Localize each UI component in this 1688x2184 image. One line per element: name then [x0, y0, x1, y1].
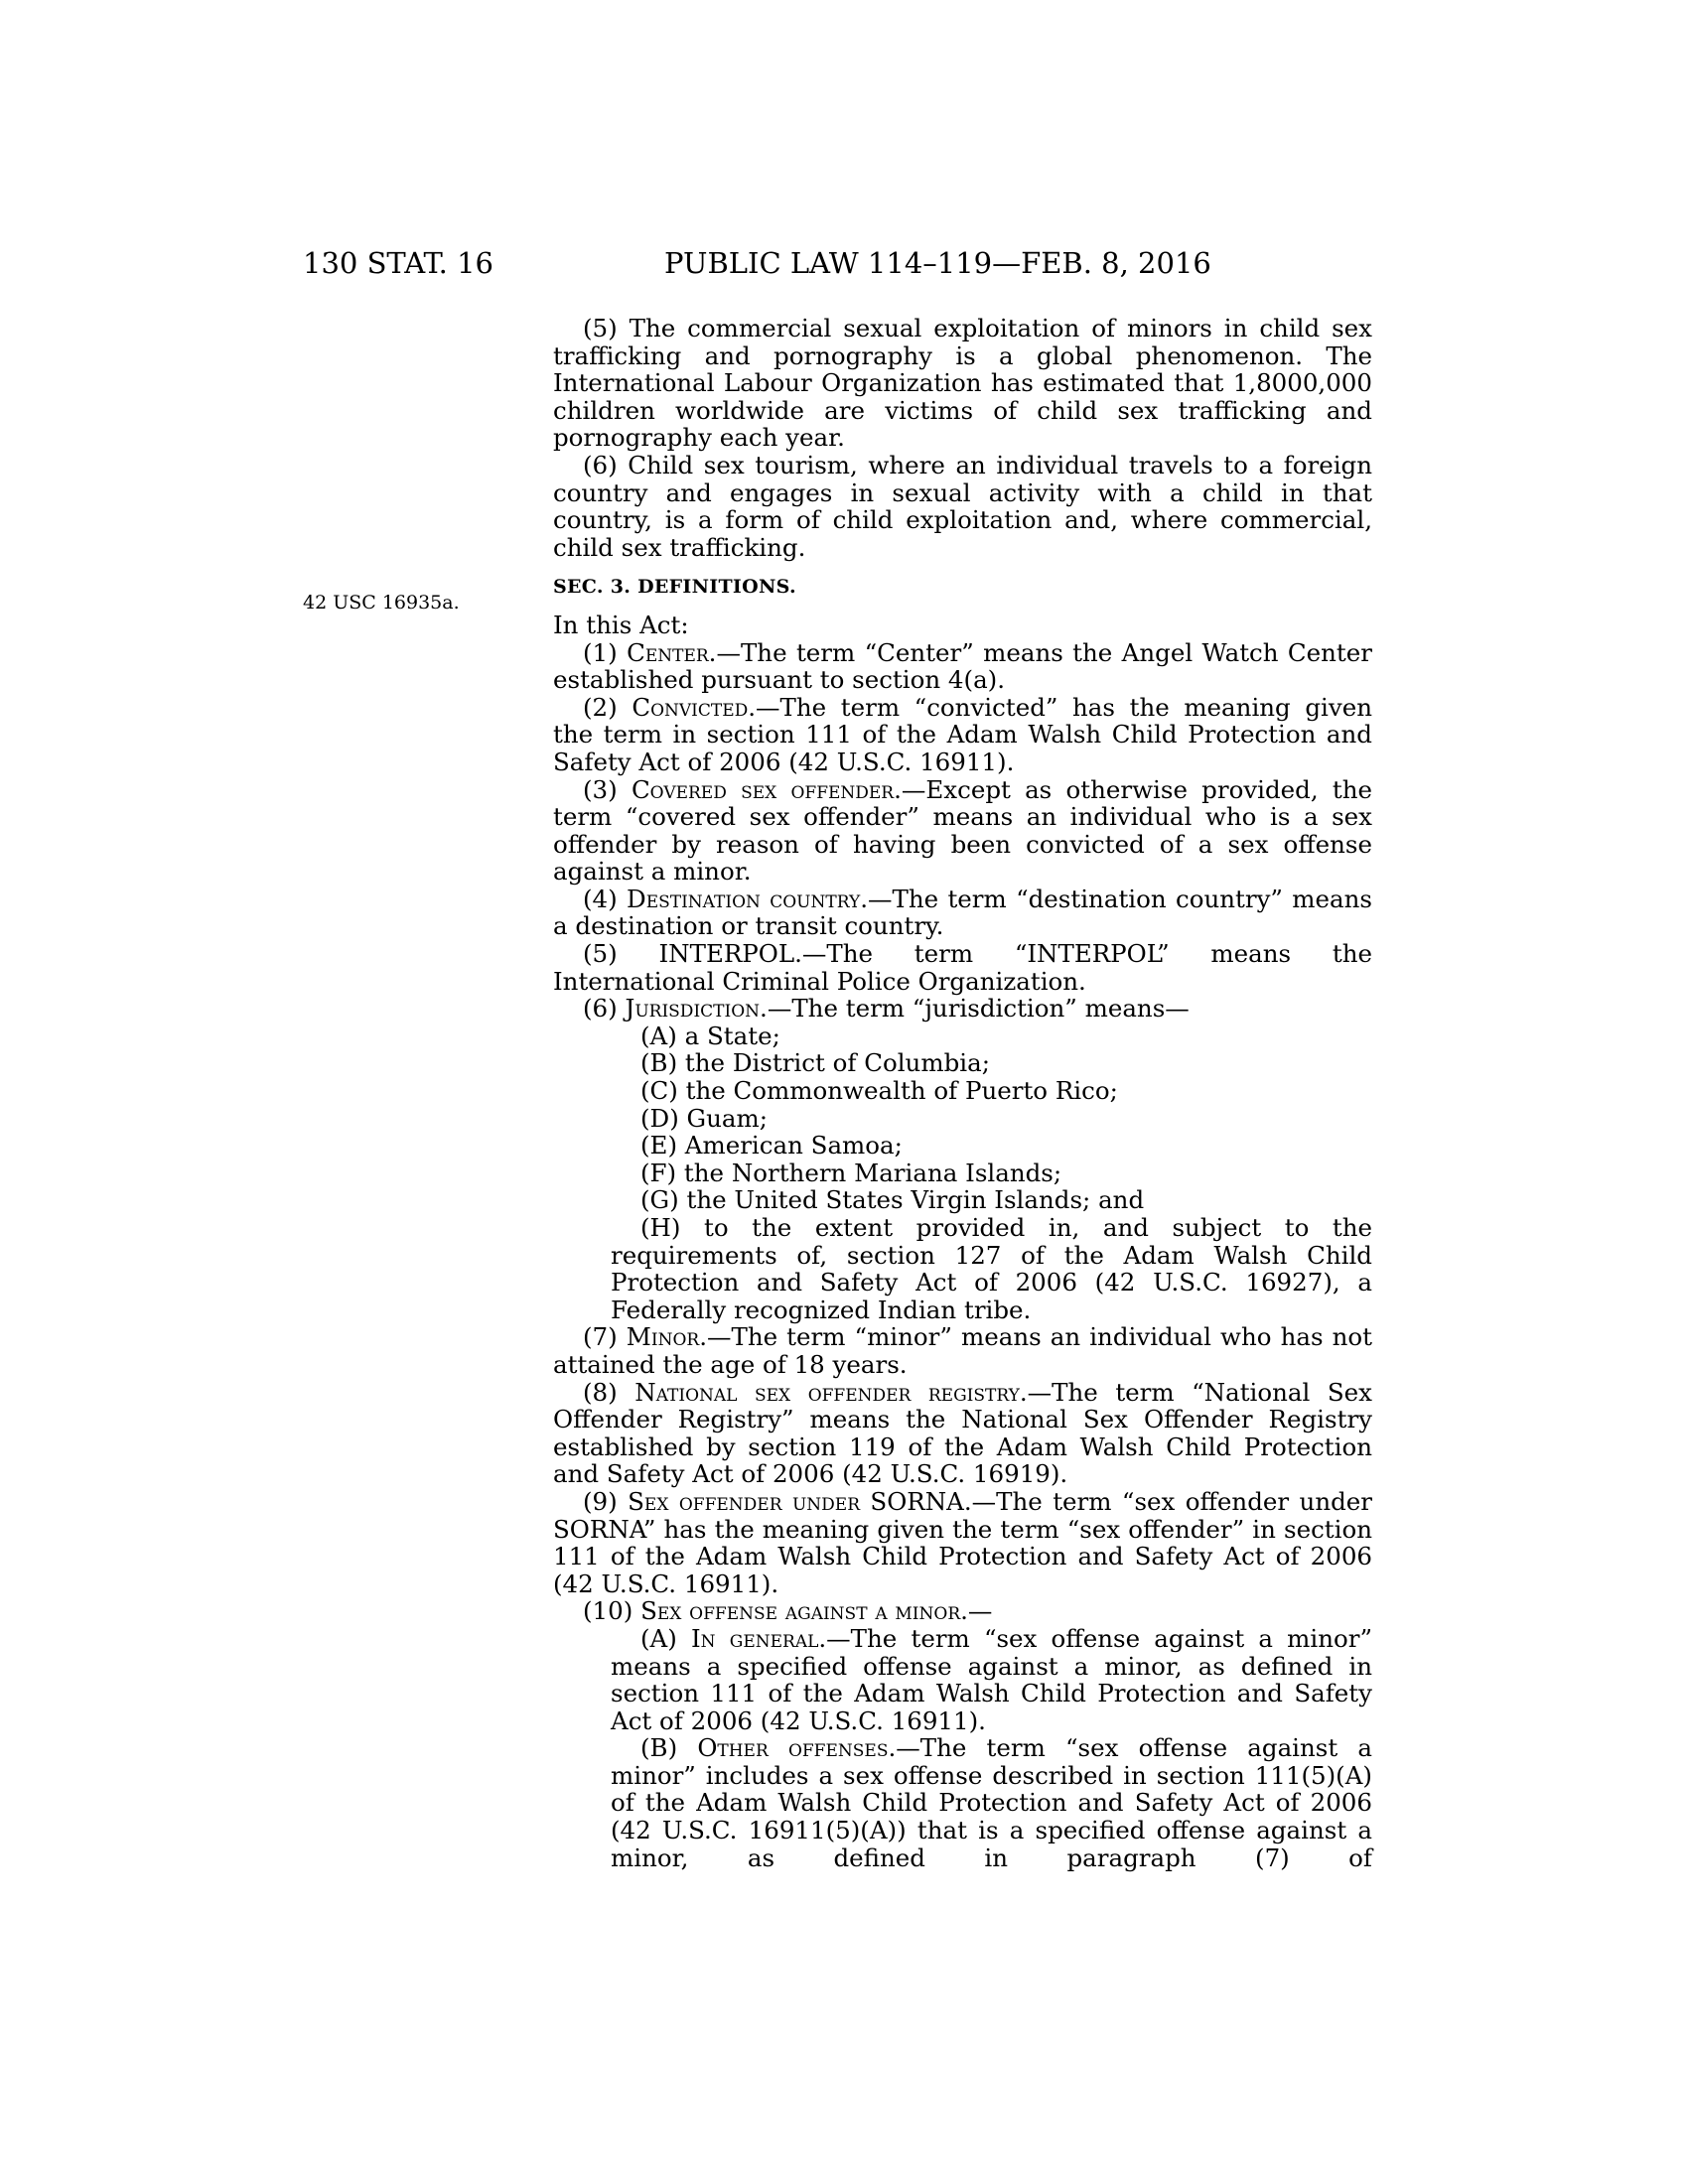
subparagraph-body: .—The term “sex offense against a minor” includes a sex offense described in section 111(5)(A) of the Adam Walsh Child Protection and Safety Act of 2006 (42 U.S.C. 16911(5)(A)) that is a specified offense against a minor, as defined in paragraph (7) of — [611, 1733, 1373, 1872]
sex-offense-subparagraph-b — [611, 1734, 1372, 1871]
definition-number: (3) — [583, 774, 632, 804]
jurisdiction-item-h: (H) to the extent provided in, and subject to the requirements of, section 127 of the Adam Walsh Child Protection and Safety Act of 2006 (42 U.S.C. 16927), a Federally recognized Indian tribe. — [611, 1213, 1372, 1324]
definition-national-sex-offender-registry — [553, 1379, 1372, 1488]
sex-offense-subparagraph-a — [611, 1625, 1372, 1734]
finding-paragraph-6: (6) Child sex tourism, where an individual travels to a foreign country and engages in sexual activity with a child in that country, is a form of child exploitation and, where commercial, child sex trafficking. — [553, 450, 1372, 562]
definition-number: (7) — [583, 1322, 627, 1352]
definition-body: .—The term “INTERPOL” means the International Criminal Police Organization. — [553, 939, 1373, 996]
definition-number: (8) — [583, 1377, 635, 1407]
definition-sex-offense-against-minor — [553, 1597, 1372, 1625]
definition-number: (9) — [583, 1486, 629, 1516]
definition-body: .—The term “Center” means the Angel Watch Center established pursuant to section 4(a). — [553, 637, 1372, 695]
definition-center — [553, 639, 1372, 694]
finding-paragraph-5: (5) The commercial sexual exploitation of minors in child sex trafficking and pornography is a global phenomenon. The International Labour Organization has estimated that 1,8000,000 children worldwide are victims of child sex trafficking and pornography each year. — [553, 314, 1372, 453]
definition-number: (2) — [583, 692, 633, 722]
definition-term: Center — [627, 637, 709, 667]
definition-term: Sex offender under SORNA — [628, 1486, 964, 1516]
definition-term: Minor — [626, 1322, 700, 1352]
definition-body: .—Except as otherwise provided, the term “covered sex offender” means an individual who is a sex offender by reason of having been convicted of a sex offense against a minor. — [553, 774, 1372, 887]
definition-body: .—The term “sex offender under SORNA” has the meaning given the term “sex offender” in section 111 of the Adam Walsh Child Protection and Safety Act of 2006 (42 U.S.C. 16911). — [553, 1486, 1372, 1598]
section-heading: SEC. 3. DEFINITIONS. — [553, 576, 796, 599]
subparagraph-term: Other offenses — [697, 1733, 889, 1763]
jurisdiction-item-c: (C) the Commonwealth of Puerto Rico; — [640, 1076, 1118, 1106]
page-header — [0, 246, 1688, 292]
definition-number: (6) — [583, 994, 626, 1024]
definition-number: (5) — [583, 939, 659, 969]
public-law-title: PUBLIC LAW 114–119—FEB. 8, 2016 — [664, 246, 1211, 280]
subparagraph-term: In general — [691, 1623, 819, 1653]
jurisdiction-item-d: (D) Guam; — [640, 1103, 768, 1133]
usc-margin-note: 42 USC 16935a. — [303, 592, 460, 614]
definition-term: Convicted — [632, 692, 749, 722]
definition-term: Sex offense against a minor — [640, 1596, 961, 1626]
definition-body: .—The term “National Sex Offender Registry” means the National Sex Offender Registry established by section 119 of the Adam Walsh Child Protection and Safety Act of 2006 (42 U.S.C. 16919). — [553, 1377, 1372, 1489]
definition-body: .—The term “jurisdiction” means— — [760, 994, 1190, 1024]
definition-jurisdiction — [553, 995, 1372, 1023]
definition-body: .—The term “destination country” means a destination or transit country. — [553, 884, 1372, 941]
jurisdiction-item-e: (E) American Samoa; — [640, 1131, 903, 1160]
definition-body: .— — [960, 1596, 993, 1626]
definition-term: Jurisdiction — [625, 994, 761, 1024]
jurisdiction-item-a: (A) a State; — [640, 1021, 780, 1050]
definition-number: (4) — [583, 884, 628, 913]
section-intro: In this Act: — [553, 610, 689, 639]
definition-interpol — [553, 940, 1372, 995]
definition-minor — [553, 1323, 1372, 1378]
definition-term: National sex offender registry — [634, 1377, 1020, 1407]
definition-sex-offender-under-sorna — [553, 1488, 1372, 1597]
jurisdiction-item-b: (B) the District of Columbia; — [640, 1048, 990, 1078]
document-body — [553, 315, 1372, 1871]
definition-body: .—The term “convicted” has the meaning given the term in section 111 of the Adam Walsh Child Protection and Safety Act of 2006 (42 U.S.C. 16911). — [553, 692, 1372, 776]
subparagraph-number: (A) — [640, 1623, 691, 1653]
definition-convicted — [553, 694, 1372, 776]
jurisdiction-item-f: (F) the Northern Mariana Islands; — [640, 1158, 1062, 1187]
definition-number: (1) — [583, 637, 628, 667]
definition-term: Destination country — [627, 884, 861, 913]
definition-covered-sex-offender — [553, 776, 1372, 886]
definition-term: Covered sex offender — [631, 774, 895, 804]
subparagraph-number: (B) — [640, 1733, 698, 1763]
stat-page-number: 130 STAT. 16 — [303, 246, 493, 280]
subparagraph-body: .—The term “sex offense against a minor” means a specified offense against a minor, as defined in section 111 of the Adam Walsh Child Protection and Safety Act of 2006 (42 U.S.C. 16911). — [611, 1623, 1372, 1735]
jurisdiction-item-g: (G) the United States Virgin Islands; and — [640, 1185, 1145, 1215]
definition-destination-country — [553, 886, 1372, 940]
definition-number: (10) — [583, 1596, 641, 1626]
definition-term: INTERPOL — [658, 939, 795, 969]
definition-body: .—The term “minor” means an individual who has not attained the age of 18 years. — [553, 1322, 1372, 1379]
